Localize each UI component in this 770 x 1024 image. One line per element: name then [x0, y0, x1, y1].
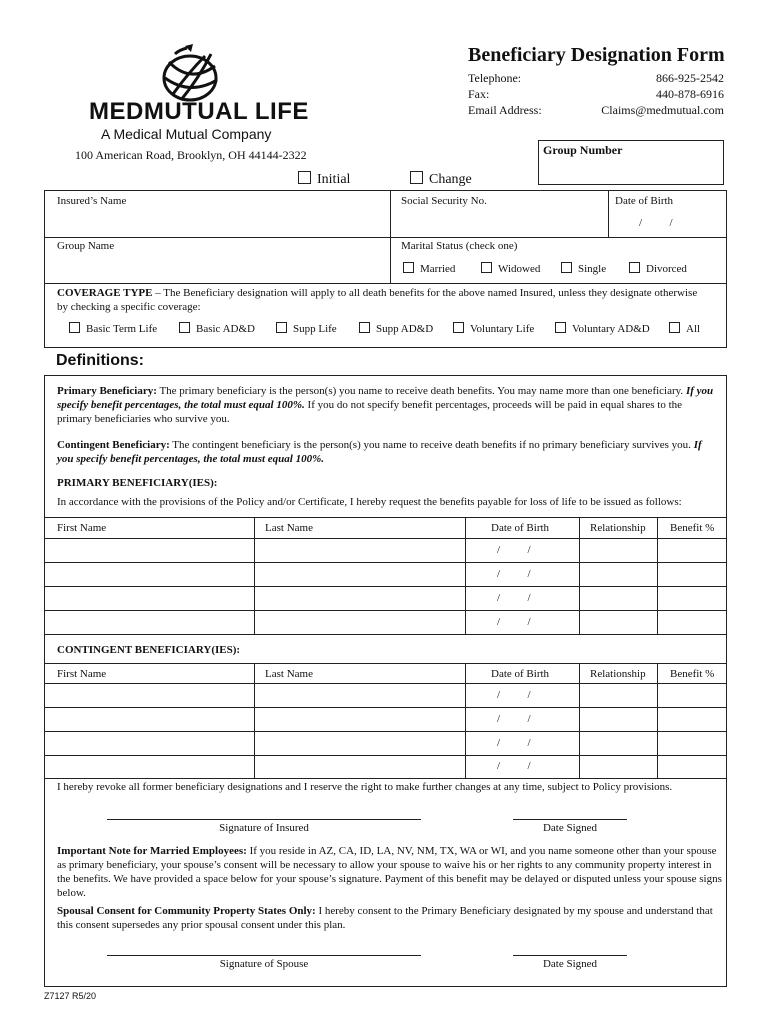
contingent-definition: Contingent Beneficiary: The contingent beneficiary is the person(s) you name to receive death benefits if no primary beneficiary survives you. If you specify benefit percentages, the total must equal 100%.	[57, 439, 702, 465]
initial-checkbox[interactable]: Initial	[298, 171, 350, 188]
marital-divorced[interactable]: Divorced	[629, 262, 687, 275]
coverage-basic-term-life-checkbox[interactable]	[69, 322, 80, 333]
insured-dob-slashes: / /	[639, 217, 673, 229]
coverage-voluntary-add[interactable]: Voluntary AD&D	[555, 322, 650, 335]
primary-col-last-name: Last Name	[265, 522, 313, 534]
primary-col-first-name: First Name	[57, 522, 107, 534]
group-name-field[interactable]	[45, 238, 390, 283]
contingent-row-1-dob[interactable]: / /	[497, 689, 531, 701]
contact-email: Email Address: Claims@medmutual.com	[468, 103, 724, 117]
coverage-basic-term-life[interactable]: Basic Term Life	[69, 322, 157, 335]
initial-checkbox-box[interactable]	[298, 171, 311, 184]
marital-single-checkbox[interactable]	[561, 262, 572, 273]
marital-divorced-checkbox[interactable]	[629, 262, 640, 273]
coverage-options	[69, 322, 719, 336]
marital-married-checkbox[interactable]	[403, 262, 414, 273]
insured-name-field[interactable]	[45, 191, 390, 237]
spouse-date-line[interactable]	[513, 955, 627, 956]
contact-block	[468, 71, 724, 119]
insured-date-label: Date Signed	[542, 822, 598, 834]
insured-date-line[interactable]	[513, 819, 627, 820]
group-number-field[interactable]	[538, 140, 724, 185]
form-code: Z7127 R5/20	[44, 991, 97, 1001]
married-employee-note: Important Note for Married Employees: If you reside in AZ, CA, ID, LA, NV, NM, TX, WA or WI, and you name someone other than your spouse as primary beneficiary, your spouse’s consent will be necessary to allow your spouse to waive his or her rights to any community property interest in the benefits. We have provided a space below for your spouse’s signature. Payment of this benefit may be delayed or disputed unless your spouse signs below.	[57, 845, 722, 899]
coverage-supp-life[interactable]: Supp Life	[276, 322, 337, 335]
coverage-voluntary-life-checkbox[interactable]	[453, 322, 464, 333]
contact-fax: Fax: 440-878-6916	[468, 87, 724, 101]
primary-row-3-dob[interactable]: / /	[497, 592, 531, 604]
primary-row-4-dob[interactable]: / /	[497, 616, 531, 628]
company-tagline: A Medical Mutual Company	[101, 126, 272, 142]
table-row[interactable]	[45, 708, 726, 731]
definitions-and-beneficiaries-box	[44, 375, 727, 987]
form-title: Beneficiary Designation Form	[468, 44, 725, 66]
coverage-all-checkbox[interactable]	[669, 322, 680, 333]
marital-widowed[interactable]: Widowed	[481, 262, 540, 275]
definitions-heading: Definitions:	[56, 352, 144, 369]
coverage-voluntary-life[interactable]: Voluntary Life	[453, 322, 534, 335]
change-checkbox[interactable]: Change	[410, 171, 472, 188]
coverage-type-text: COVERAGE TYPE – The Beneficiary designation will apply to all death benefits for the above named Insured, unless they designate otherwise by checking a specific coverage:	[57, 287, 698, 313]
contact-phone: Telephone: 866-925-2542	[468, 71, 724, 85]
primary-intro: In accordance with the provisions of the Policy and/or Certificate, I hereby request the benefits payable for loss of life to be issued as follows:	[57, 496, 682, 508]
primary-row-1-dob[interactable]: / /	[497, 544, 531, 556]
contingent-col-benefit: Benefit %	[670, 668, 715, 680]
insured-name-label: Insured’s Name	[57, 195, 127, 207]
contingent-row-3-dob[interactable]: / /	[497, 737, 531, 749]
primary-col-dob: Date of Birth	[491, 522, 550, 534]
table-row[interactable]	[45, 732, 726, 755]
marital-status-label: Marital Status (check one)	[401, 240, 518, 252]
ssn-label: Social Security No.	[401, 195, 487, 207]
company-name: MEDMUTUAL LIFE	[89, 98, 309, 125]
coverage-basic-add[interactable]: Basic AD&D	[179, 322, 255, 335]
revoke-statement: I hereby revoke all former beneficiary designations and I reserve the right to make further changes at any time, subject to Policy provisions.	[57, 781, 673, 793]
table-row[interactable]	[45, 563, 726, 586]
marital-widowed-checkbox[interactable]	[481, 262, 492, 273]
contingent-col-first-name: First Name	[57, 668, 107, 680]
insured-info-table	[44, 190, 727, 348]
table-row[interactable]	[45, 611, 726, 634]
primary-definition: Primary Beneficiary: The primary beneficiary is the person(s) you name to receive death benefits. You may name more than one beneficiary. If you specify benefit percentages, the total must equal 100%. If you do not specify benefit percentages, proceeds will be paid in equal shares to the primary beneficiaries who survive you.	[57, 385, 714, 425]
insured-signature-line[interactable]	[107, 819, 421, 820]
insured-signature-label: Signature of Insured	[219, 822, 309, 834]
coverage-voluntary-add-checkbox[interactable]	[555, 322, 566, 333]
logo-globe-icon	[155, 44, 225, 106]
coverage-all[interactable]: All	[669, 322, 700, 335]
table-row[interactable]	[45, 539, 726, 562]
company-address: 100 American Road, Brooklyn, OH 44144-2322	[75, 148, 307, 162]
table-row[interactable]	[45, 587, 726, 610]
spouse-date-label: Date Signed	[542, 958, 598, 970]
contingent-col-relationship: Relationship	[590, 668, 646, 680]
insured-dob-field[interactable]	[609, 191, 727, 237]
primary-col-benefit: Benefit %	[670, 522, 715, 534]
spouse-signature-line[interactable]	[107, 955, 421, 956]
ssn-field[interactable]	[391, 191, 608, 237]
spousal-consent: Spousal Consent for Community Property States Only: I hereby consent to the Primary Beneficiary designated by my spouse and understand that this consent supersedes any prior spousal consent under this plan.	[57, 905, 713, 931]
table-row[interactable]	[45, 684, 726, 707]
coverage-supp-life-checkbox[interactable]	[276, 322, 287, 333]
contingent-row-2-dob[interactable]: / /	[497, 713, 531, 725]
company-logo	[89, 40, 309, 142]
contingent-col-last-name: Last Name	[265, 668, 313, 680]
insured-dob-label: Date of Birth	[615, 195, 674, 207]
spouse-signature-label: Signature of Spouse	[219, 958, 309, 970]
marital-status-field	[391, 238, 727, 283]
primary-row-2-dob[interactable]: / /	[497, 568, 531, 580]
table-row[interactable]	[45, 756, 726, 778]
coverage-supp-add[interactable]: Supp AD&D	[359, 322, 433, 335]
coverage-supp-add-checkbox[interactable]	[359, 322, 370, 333]
coverage-basic-add-checkbox[interactable]	[179, 322, 190, 333]
primary-heading: PRIMARY BENEFICIARY(IES):	[57, 477, 218, 489]
primary-col-relationship: Relationship	[590, 522, 646, 534]
marital-married[interactable]: Married	[403, 262, 455, 275]
contingent-row-4-dob[interactable]: / /	[497, 760, 531, 772]
change-checkbox-box[interactable]	[410, 171, 423, 184]
group-name-label: Group Name	[57, 240, 115, 252]
group-number-label: Group Number	[543, 143, 623, 157]
contingent-heading: CONTINGENT BENEFICIARY(IES):	[57, 644, 241, 656]
contingent-col-dob: Date of Birth	[491, 668, 550, 680]
marital-single[interactable]: Single	[561, 262, 606, 275]
coverage-type-section	[45, 284, 727, 348]
